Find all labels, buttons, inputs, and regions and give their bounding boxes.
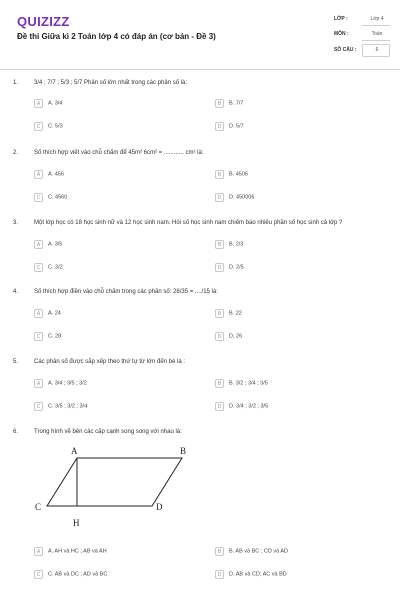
option-text: A. 3/4 ; 3/5 ; 3/2 [48,380,87,387]
question-number: 1. [13,80,19,86]
page-header [0,0,400,70]
option-letter: A [34,240,43,249]
option-letter: B [215,309,224,318]
option-text: D. 5/7 [229,123,244,130]
option-letter: A [34,547,43,556]
option-a[interactable] [34,547,107,557]
vertex-label-c: C [35,502,42,512]
quizizz-logo: QUIZIZZ [17,14,70,29]
option-letter: D [215,122,224,131]
option-text: B. 2/3 [229,241,244,248]
option-letter: D [215,263,224,272]
option-text: D. 26 [229,333,243,340]
option-b[interactable] [215,379,268,389]
option-text: A. 456 [48,171,64,178]
vertex-label-h: H [73,518,80,528]
option-letter: B [215,240,224,249]
class-value: Lớp 4 [370,16,384,22]
option-a[interactable] [34,170,64,180]
option-text: D. AB và CD; AC và BD [229,571,287,578]
option-text: C. 28 [48,333,62,340]
vertex-label-b: B [180,446,187,456]
question-number: 2. [13,150,19,156]
option-b[interactable] [215,240,243,250]
option-text: B. 22 [229,310,242,317]
option-d[interactable] [215,122,244,132]
option-letter: D [215,570,224,579]
option-b[interactable] [215,170,248,180]
question-text: Một lớp học có 18 học sinh nữ và 12 học sinh nam. Hỏi số học sinh nam chiếm bao nhiêu phần số học sinh cả lớp ? [34,220,343,226]
option-b[interactable] [215,547,288,557]
option-letter: C [34,332,43,341]
parallelogram-diagram [34,446,214,536]
option-text: A. 3/4 [48,100,63,107]
option-c[interactable] [34,402,87,412]
page-title: Đề thi Giữa kì 2 Toán lớp 4 có đáp án (cơ bản - Đề 3) [17,32,216,41]
parallelogram-shape [47,458,182,506]
option-text: C. 5/3 [48,123,63,130]
option-text: C. 4560 [48,194,68,201]
option-letter: C [34,193,43,202]
question-text: Số thích hợp viết vào chỗ chấm để 45m² 6cm² = ............ cm² là: [34,150,204,156]
option-text: A. 24 [48,310,61,317]
option-letter: A [34,99,43,108]
question-text: Số thích hợp điền vào chỗ chấm trong các phân số: 28/35 = ..../15 là: [34,289,218,295]
option-a[interactable] [34,99,62,109]
option-d[interactable] [215,402,268,412]
subject-underline [362,40,390,41]
parallelogram-figure [34,446,214,536]
question-number: 4. [13,289,19,295]
option-a[interactable] [34,240,62,250]
question-text: Các phân số được sắp xếp theo thứ tự từ lớn đến bé là : [34,359,186,365]
question-text: Trong hình vẽ bên các cặp cạnh song song với nhau là: [34,429,182,435]
option-text: B. AB và BC ; CD và AD [229,548,288,555]
vertex-label-a: A [71,446,78,456]
option-c[interactable] [34,263,63,273]
option-letter: C [34,570,43,579]
option-text: C. 3/5 ; 3/2 ; 3/4 [48,403,88,410]
option-text: C. 3/2 [48,264,63,271]
class-label: LỚP : [334,16,348,22]
option-text: D. 450006 [229,194,255,201]
option-d[interactable] [215,570,287,580]
count-label: SỐ CÂU : [334,47,357,53]
option-text: B. 3/2 ; 3/4 ; 3/5 [229,380,268,387]
option-letter: D [215,193,224,202]
option-text: D. 2/5 [229,264,244,271]
option-letter: B [215,547,224,556]
option-text: C. AB và DC ; AD và BC [48,571,108,578]
option-a[interactable] [34,309,61,319]
option-letter: D [215,402,224,411]
option-c[interactable] [34,332,61,342]
option-b[interactable] [215,309,242,319]
option-letter: C [34,263,43,272]
option-b[interactable] [215,99,243,109]
class-underline [362,25,390,26]
count-value: 6 [375,47,379,53]
option-c[interactable] [34,122,63,132]
option-letter: D [215,332,224,341]
option-text: A. AH và HC ; AB và AH [48,548,107,555]
option-letter: B [215,170,224,179]
option-text: B. 7/7 [229,100,244,107]
subject-value: Toán [371,31,383,37]
subject-label: MÔN : [334,31,349,37]
option-text: D. 3/4 ; 3/2 ; 3/5 [229,403,269,410]
option-letter: B [215,99,224,108]
option-letter: A [34,309,43,318]
option-text: A. 3/5 [48,241,63,248]
option-letter: A [34,379,43,388]
option-letter: A [34,170,43,179]
option-c[interactable] [34,193,67,203]
vertex-label-d: D [156,502,163,512]
option-d[interactable] [215,193,254,203]
question-number: 6. [13,429,19,435]
question-number: 5. [13,359,19,365]
option-letter: B [215,379,224,388]
option-a[interactable] [34,379,87,389]
option-d[interactable] [215,263,244,273]
question-text: 3/4 ; 7/7 ; 5/3 ; 5/7 Phân số lớn nhất trong các phân số là: [34,80,188,86]
option-d[interactable] [215,332,242,342]
question-number: 3. [13,220,19,226]
option-letter: C [34,402,43,411]
option-text: B. 4506 [229,171,248,178]
option-c[interactable] [34,570,107,580]
option-letter: C [34,122,43,131]
